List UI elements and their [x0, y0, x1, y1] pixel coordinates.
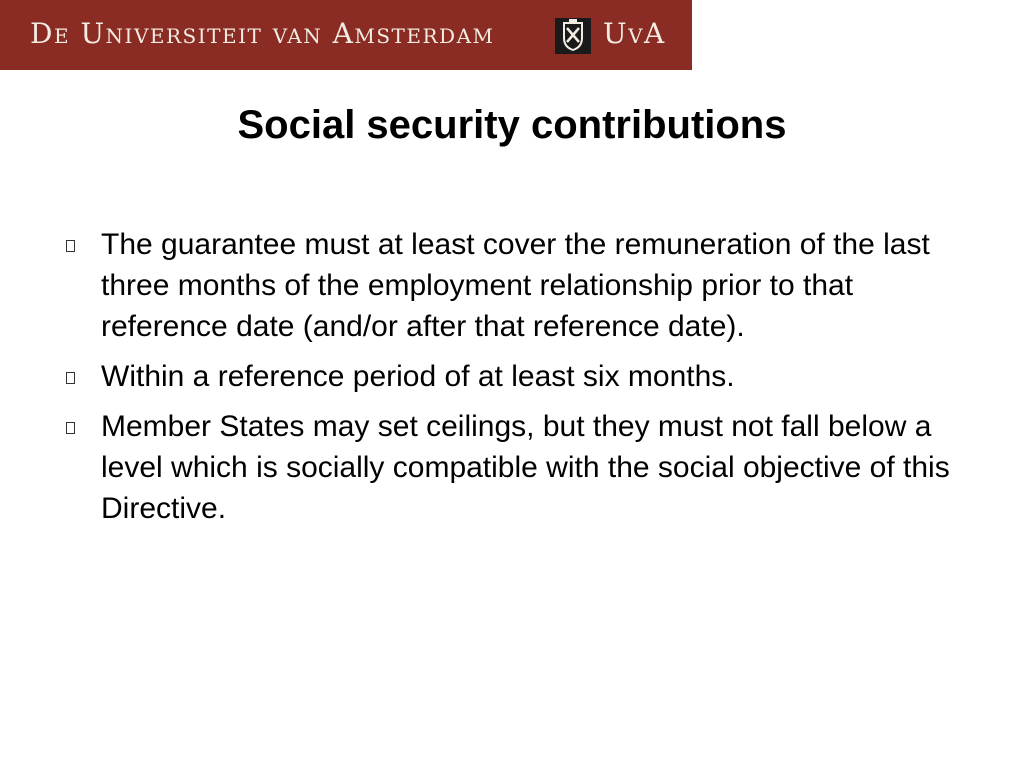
bullet-list	[62, 224, 962, 538]
bullet-text: Within a reference period of at least six months.	[101, 360, 735, 393]
banner-uva-abbreviation: UvA	[603, 17, 666, 50]
university-crest-icon	[555, 18, 591, 54]
slide-title: Social security contributions	[237, 103, 787, 147]
banner-institution-name: De Universiteit van Amsterdam	[30, 17, 495, 50]
bullet-square-icon	[66, 422, 75, 434]
bullet-item	[62, 406, 962, 529]
bullet-item	[62, 356, 962, 397]
bullet-square-icon	[66, 372, 75, 384]
bullet-item	[62, 224, 962, 347]
bullet-text: The guarantee must at least cover the remuneration of the last three months of the employment relationship prior to that reference date (and/or after that reference date).	[101, 228, 930, 343]
university-banner	[0, 0, 692, 70]
bullet-square-icon	[66, 240, 75, 252]
bullet-text: Member States may set ceilings, but they must not fall below a level which is socially compatible with the social objective of this Directive.	[101, 410, 950, 525]
